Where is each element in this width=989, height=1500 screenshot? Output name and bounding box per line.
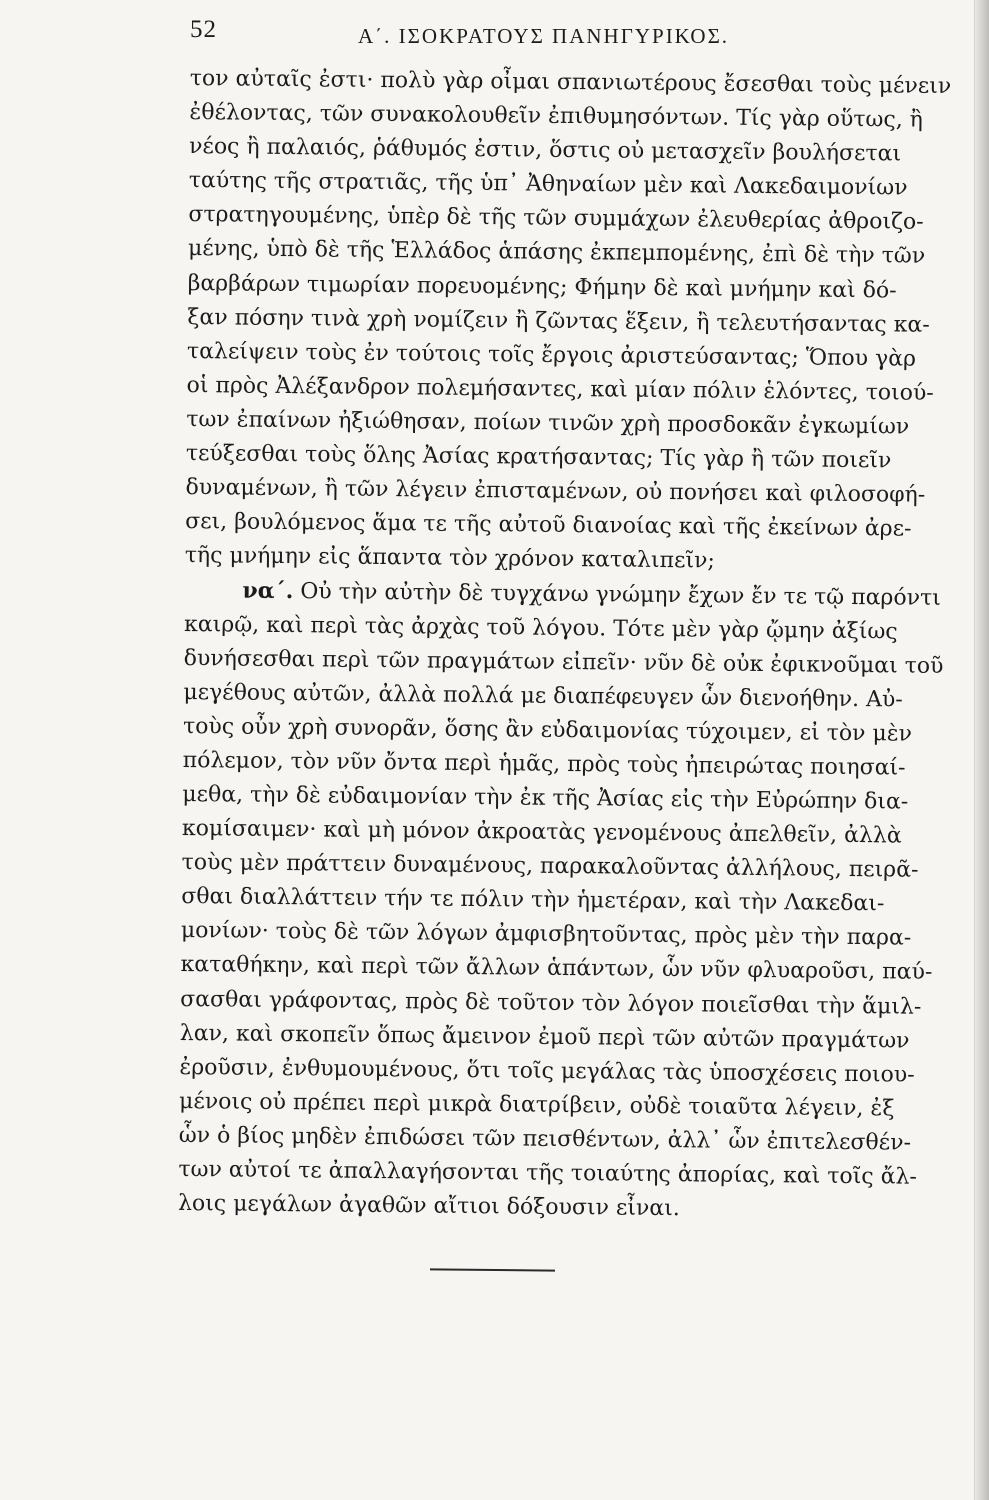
text-line: ἐροῦσιν, ἐνθυμουμένους, ὅτι τοῖς μεγάλας τὰς ὑποσχέσεις ποιου- bbox=[179, 1054, 915, 1088]
text-line: τοὺς μὲν πράττειν δυναμένους, παρακαλοῦντας ἀλλήλους, πειρᾶ- bbox=[181, 850, 919, 883]
text-line: λοις μεγάλων ἀγαθῶν αἴτιοι δόξουσιν εἶναι. bbox=[177, 1191, 680, 1222]
page-edge bbox=[974, 0, 989, 1500]
text-line: ξαν πόσην τινὰ χρὴ νομίζειν ἢ ζῶντας ἕξειν, ἢ τελευτήσαντας κα- bbox=[187, 304, 930, 338]
text-line: μένοις οὐ πρέπει περὶ μικρὰ διατρίβειν, οὐδὲ τοιαῦτα λέγειν, ἐξ bbox=[178, 1088, 895, 1122]
text-line: δυναμένων, ἢ τῶν λέγειν ἐπισταμένων, οὐ πονήσει καὶ φιλοσοφή- bbox=[185, 475, 926, 508]
text-line: των αὐτοί τε ἀπαλλαγήσονται τῆς τοιαύτης ἀπορίας, καὶ τοῖς ἄλ- bbox=[178, 1156, 918, 1190]
text-line: των ἐπαίνων ἠξιώθησαν, ποίων τινῶν χρὴ προσδοκᾶν ἐγκωμίων bbox=[186, 406, 910, 440]
section-first-line-text: Οὐ τὴν αὐτὴν δὲ τυγχάνω γνώμην ἔχων ἔν τε τῷ παρόντι bbox=[300, 579, 941, 612]
running-title: Α΄. ΙΣΟΚΡΑΤΟΥΣ ΠΑΝΗΓΥΡΙΚΟΣ. bbox=[358, 24, 730, 48]
text-line: ταύτης τῆς στρατιᾶς, τῆς ὑπ᾽ Ἀθηναίων μὲν καὶ Λακεδαιμονίων bbox=[188, 168, 908, 201]
text-line: πόλεμον, τὸν νῦν ὄντα περὶ ἡμᾶς, πρὸς τοὺς ἠπειρώτας ποιησαί- bbox=[182, 747, 906, 781]
text-line: μένης, ὑπὸ δὲ τῆς Ἑλλάδος ἁπάσης ἐκπεμπομένης, ἐπὶ δὲ τὴν τῶν bbox=[187, 236, 926, 270]
text-line: μεθα, τὴν δὲ εὐδαιμονίαν τὴν ἐκ τῆς Ἀσίας εἰς τὴν Εὐρώπην δια- bbox=[182, 781, 909, 815]
text-line: στρατηγουμένης, ὑπὲρ δὲ τῆς τῶν συμμάχων ἐλευθερίας ἀθροιζο- bbox=[188, 202, 924, 236]
text-line: ταλείψειν τοὺς ἐν τούτοις τοῖς ἔργοις ἀριστεύσαντας; Ὅπου γὰρ bbox=[186, 338, 917, 372]
text-line: τῆς μνήμην εἰς ἅπαντα τὸν χρόνον καταλιπεῖν; bbox=[184, 543, 715, 574]
text-line: σει, βουλόμενος ἅμα τε τῆς αὐτοῦ διανοίας καὶ τῆς ἐκείνων ἀρε- bbox=[185, 509, 912, 542]
text-line: τοὺς οὖν χρὴ συνορᾶν, ὅσης ἂν εὐδαιμονίας τύχοιμεν, εἰ τὸν μὲν bbox=[182, 713, 913, 747]
text-line: ἐθέλοντας, τῶν συνακολουθεῖν ἐπιθυμησόντων. Τίς γὰρ οὕτως, ἢ bbox=[189, 100, 924, 133]
text-line: καιρῷ, καὶ περὶ τὰς ἀρχὰς τοῦ λόγου. Τότε μὲν γὰρ ᾤμην ἀξίως bbox=[183, 611, 898, 644]
end-rule bbox=[430, 1268, 555, 1271]
text-line: δυνήσεσθαι περὶ τῶν πραγμάτων εἰπεῖν· νῦν δὲ οὐκ ἐφικνοῦμαι τοῦ bbox=[183, 645, 944, 679]
text-line: σθαι διαλλάττειν τήν τε πόλιν τὴν ἡμετέραν, καὶ τὴν Λακεδαι- bbox=[181, 884, 885, 917]
section-number: να΄. bbox=[242, 577, 294, 605]
page-number: 52 bbox=[190, 16, 217, 43]
text-line: τεύξεσθαι τοὺς ὅλης Ἀσίας κρατήσαντας; Τίς γὰρ ἢ τῶν ποιεῖν bbox=[185, 441, 892, 474]
text-line: τον αὐταῖς ἐστι· πολὺ γὰρ οἶμαι σπανιωτέρους ἔσεσθαι τοὺς μένειν bbox=[189, 65, 952, 99]
body-text bbox=[177, 62, 952, 1228]
text-line: μονίων· τοὺς δὲ τῶν λόγων ἀμφισβητοῦντας, πρὸς μὲν τὴν παρα- bbox=[180, 918, 912, 951]
text-line: λαν, καὶ σκοπεῖν ὅπως ἄμεινον ἐμοῦ περὶ τῶν αὐτῶν πραγμάτων bbox=[179, 1020, 910, 1054]
text-line: οἱ πρὸς Ἀλέξανδρον πολεμήσαντες, καὶ μίαν πόλιν ἑλόντες, τοιού- bbox=[186, 372, 934, 406]
text-line: καταθήκην, καὶ περὶ τῶν ἄλλων ἁπάντων, ὧν νῦν φλυαροῦσι, παύ- bbox=[180, 952, 933, 986]
text-line: βαρβάρων τιμωρίαν πορευομένης; Φήμην δὲ καὶ μνήμην καὶ δό- bbox=[187, 270, 897, 303]
text-line: ὧν ὁ βίος μηδὲν ἐπιδώσει τῶν πεισθέντων, ἀλλ᾽ ὧν ἐπιτελεσθέν- bbox=[178, 1122, 912, 1156]
running-head bbox=[190, 14, 880, 54]
text-line: σασθαι γράφοντας, πρὸς δὲ τοῦτον τὸν λόγον ποιεῖσθαι τὴν ἅμιλ- bbox=[180, 986, 922, 1020]
text-line: μεγέθους αὐτῶν, ἀλλὰ πολλά με διαπέφευγεν ὧν διενοήθην. Αὐ- bbox=[183, 679, 903, 713]
text-line: νέος ἢ παλαιός, ῥάθυμός ἐστιν, ὅστις οὐ μετασχεῖν βουλήσεται bbox=[188, 134, 902, 167]
text-line: κομίσαιμεν· καὶ μὴ μόνον ἀκροατὰς γενομένους ἀπελθεῖν, ἀλλὰ bbox=[181, 816, 902, 849]
